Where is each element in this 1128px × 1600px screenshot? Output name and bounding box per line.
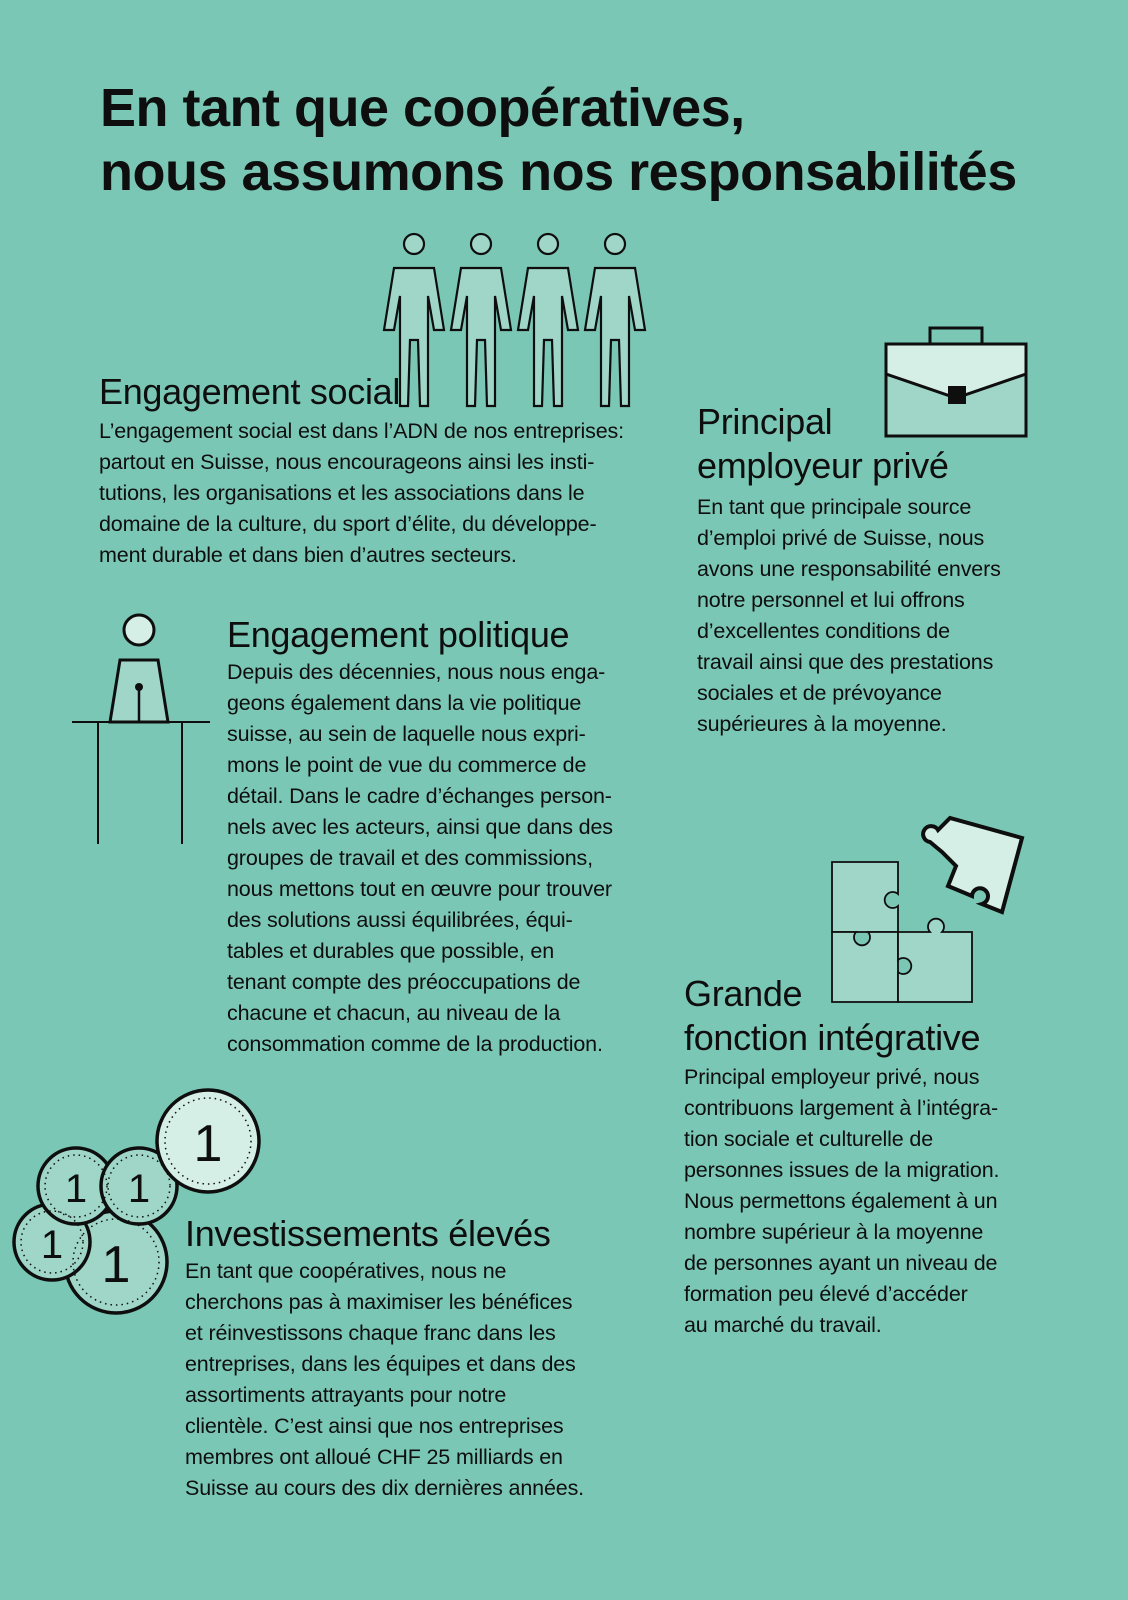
text-line: membres ont alloué CHF 25 milliards en (185, 1445, 563, 1469)
coin-digit: 1 (127, 1167, 151, 1211)
text-line: formation peu élevé d’accéder (684, 1282, 968, 1306)
text-line: consommation comme de la production. (227, 1032, 603, 1056)
heading-line: employeur privé (697, 445, 949, 486)
text-line: nombre supérieur à la moyenne (684, 1220, 984, 1244)
text-line: geons également dans la vie politique (227, 691, 582, 715)
heading-line: Principal (697, 401, 833, 442)
heading-line: fonction intégrative (684, 1017, 981, 1058)
text-line: Depuis des décennies, nous nous enga- (227, 660, 606, 684)
coin-digit: 1 (40, 1223, 64, 1267)
text-line: groupes de travail et des commissions, (227, 846, 593, 870)
text-line: cherchons pas à maximiser les bénéfices (185, 1290, 573, 1314)
heading-line: Grande (684, 973, 803, 1014)
text-line: avons une responsabilité envers (697, 557, 1001, 581)
text-line: En tant que principale source (697, 495, 972, 519)
text-line: sociales et de prévoyance (697, 681, 942, 705)
text-line: partout en Suisse, nous encourageons ainsi les insti- (99, 450, 595, 474)
section-heading (684, 972, 1124, 1060)
title-line: En tant que coopératives, (100, 78, 745, 138)
text-line: d’emploi privé de Suisse, nous (697, 526, 985, 550)
section-heading: Engagement social (99, 371, 401, 412)
text-line: Principal employeur privé, nous (684, 1065, 980, 1089)
section-investment (185, 1212, 645, 1504)
text-line: tenant compte des préoccupations de (227, 970, 581, 994)
text-line: clientèle. C’est ainsi que nos entreprises (185, 1414, 564, 1438)
coin-digit: 1 (193, 1115, 223, 1173)
text-line: personnes issues de la migration. (684, 1158, 1000, 1182)
text-line: tutions, les organisations et les associations dans le (99, 481, 585, 505)
text-line: supérieures à la moyenne. (697, 712, 947, 736)
section-integration (684, 972, 1124, 1341)
text-line: L’engagement social est dans l’ADN de nos entreprises: (99, 419, 624, 443)
section-heading: Investissements élevés (185, 1213, 551, 1254)
text-line: détail. Dans le cadre d’échanges person- (227, 784, 612, 808)
text-line: mons le point de vue du commerce de (227, 753, 587, 777)
section-heading (697, 400, 1117, 488)
speaker-podium-icon (72, 612, 212, 846)
text-line: et réinvestissons chaque franc dans les (185, 1321, 556, 1345)
text-line: entreprises, dans les équipes et dans des (185, 1352, 576, 1376)
section-heading: Engagement politique (227, 614, 570, 655)
text-line: notre personnel et lui offrons (697, 588, 965, 612)
section-social (99, 370, 689, 571)
text-line: ment durable et dans bien d’autres secteurs. (99, 543, 517, 567)
text-line: Nous permettons également à un (684, 1189, 998, 1213)
text-line: tables et durables que possible, en (227, 939, 555, 963)
section-political (227, 613, 667, 1060)
section-employer (697, 400, 1117, 740)
text-line: nels avec les acteurs, ainsi que dans des (227, 815, 613, 839)
text-line: tion sociale et culturelle de (684, 1127, 934, 1151)
text-line: travail ainsi que des prestations (697, 650, 994, 674)
title-line: nous assumons nos responsabilités (100, 142, 1017, 202)
text-line: de personnes ayant un niveau de (684, 1251, 998, 1275)
coin-digit: 1 (64, 1167, 88, 1211)
text-line: contribuons largement à l’intégra- (684, 1096, 998, 1120)
text-line: chacune et chacun, au niveau de la (227, 1001, 561, 1025)
text-line: au marché du travail. (684, 1313, 882, 1337)
text-line: domaine de la culture, du sport d’élite, du développe- (99, 512, 597, 536)
text-line: En tant que coopératives, nous ne (185, 1259, 507, 1283)
text-line: assortiments attrayants pour notre (185, 1383, 507, 1407)
text-line: des solutions aussi équilibrées, équi- (227, 908, 573, 932)
text-line: Suisse au cours des dix dernières années. (185, 1476, 585, 1500)
coin-digit: 1 (101, 1236, 131, 1294)
text-line: nous mettons tout en œuvre pour trouver (227, 877, 612, 901)
text-line: d’excellentes conditions de (697, 619, 950, 643)
page-title (100, 76, 1080, 204)
text-line: suisse, au sein de laquelle nous expri- (227, 722, 586, 746)
